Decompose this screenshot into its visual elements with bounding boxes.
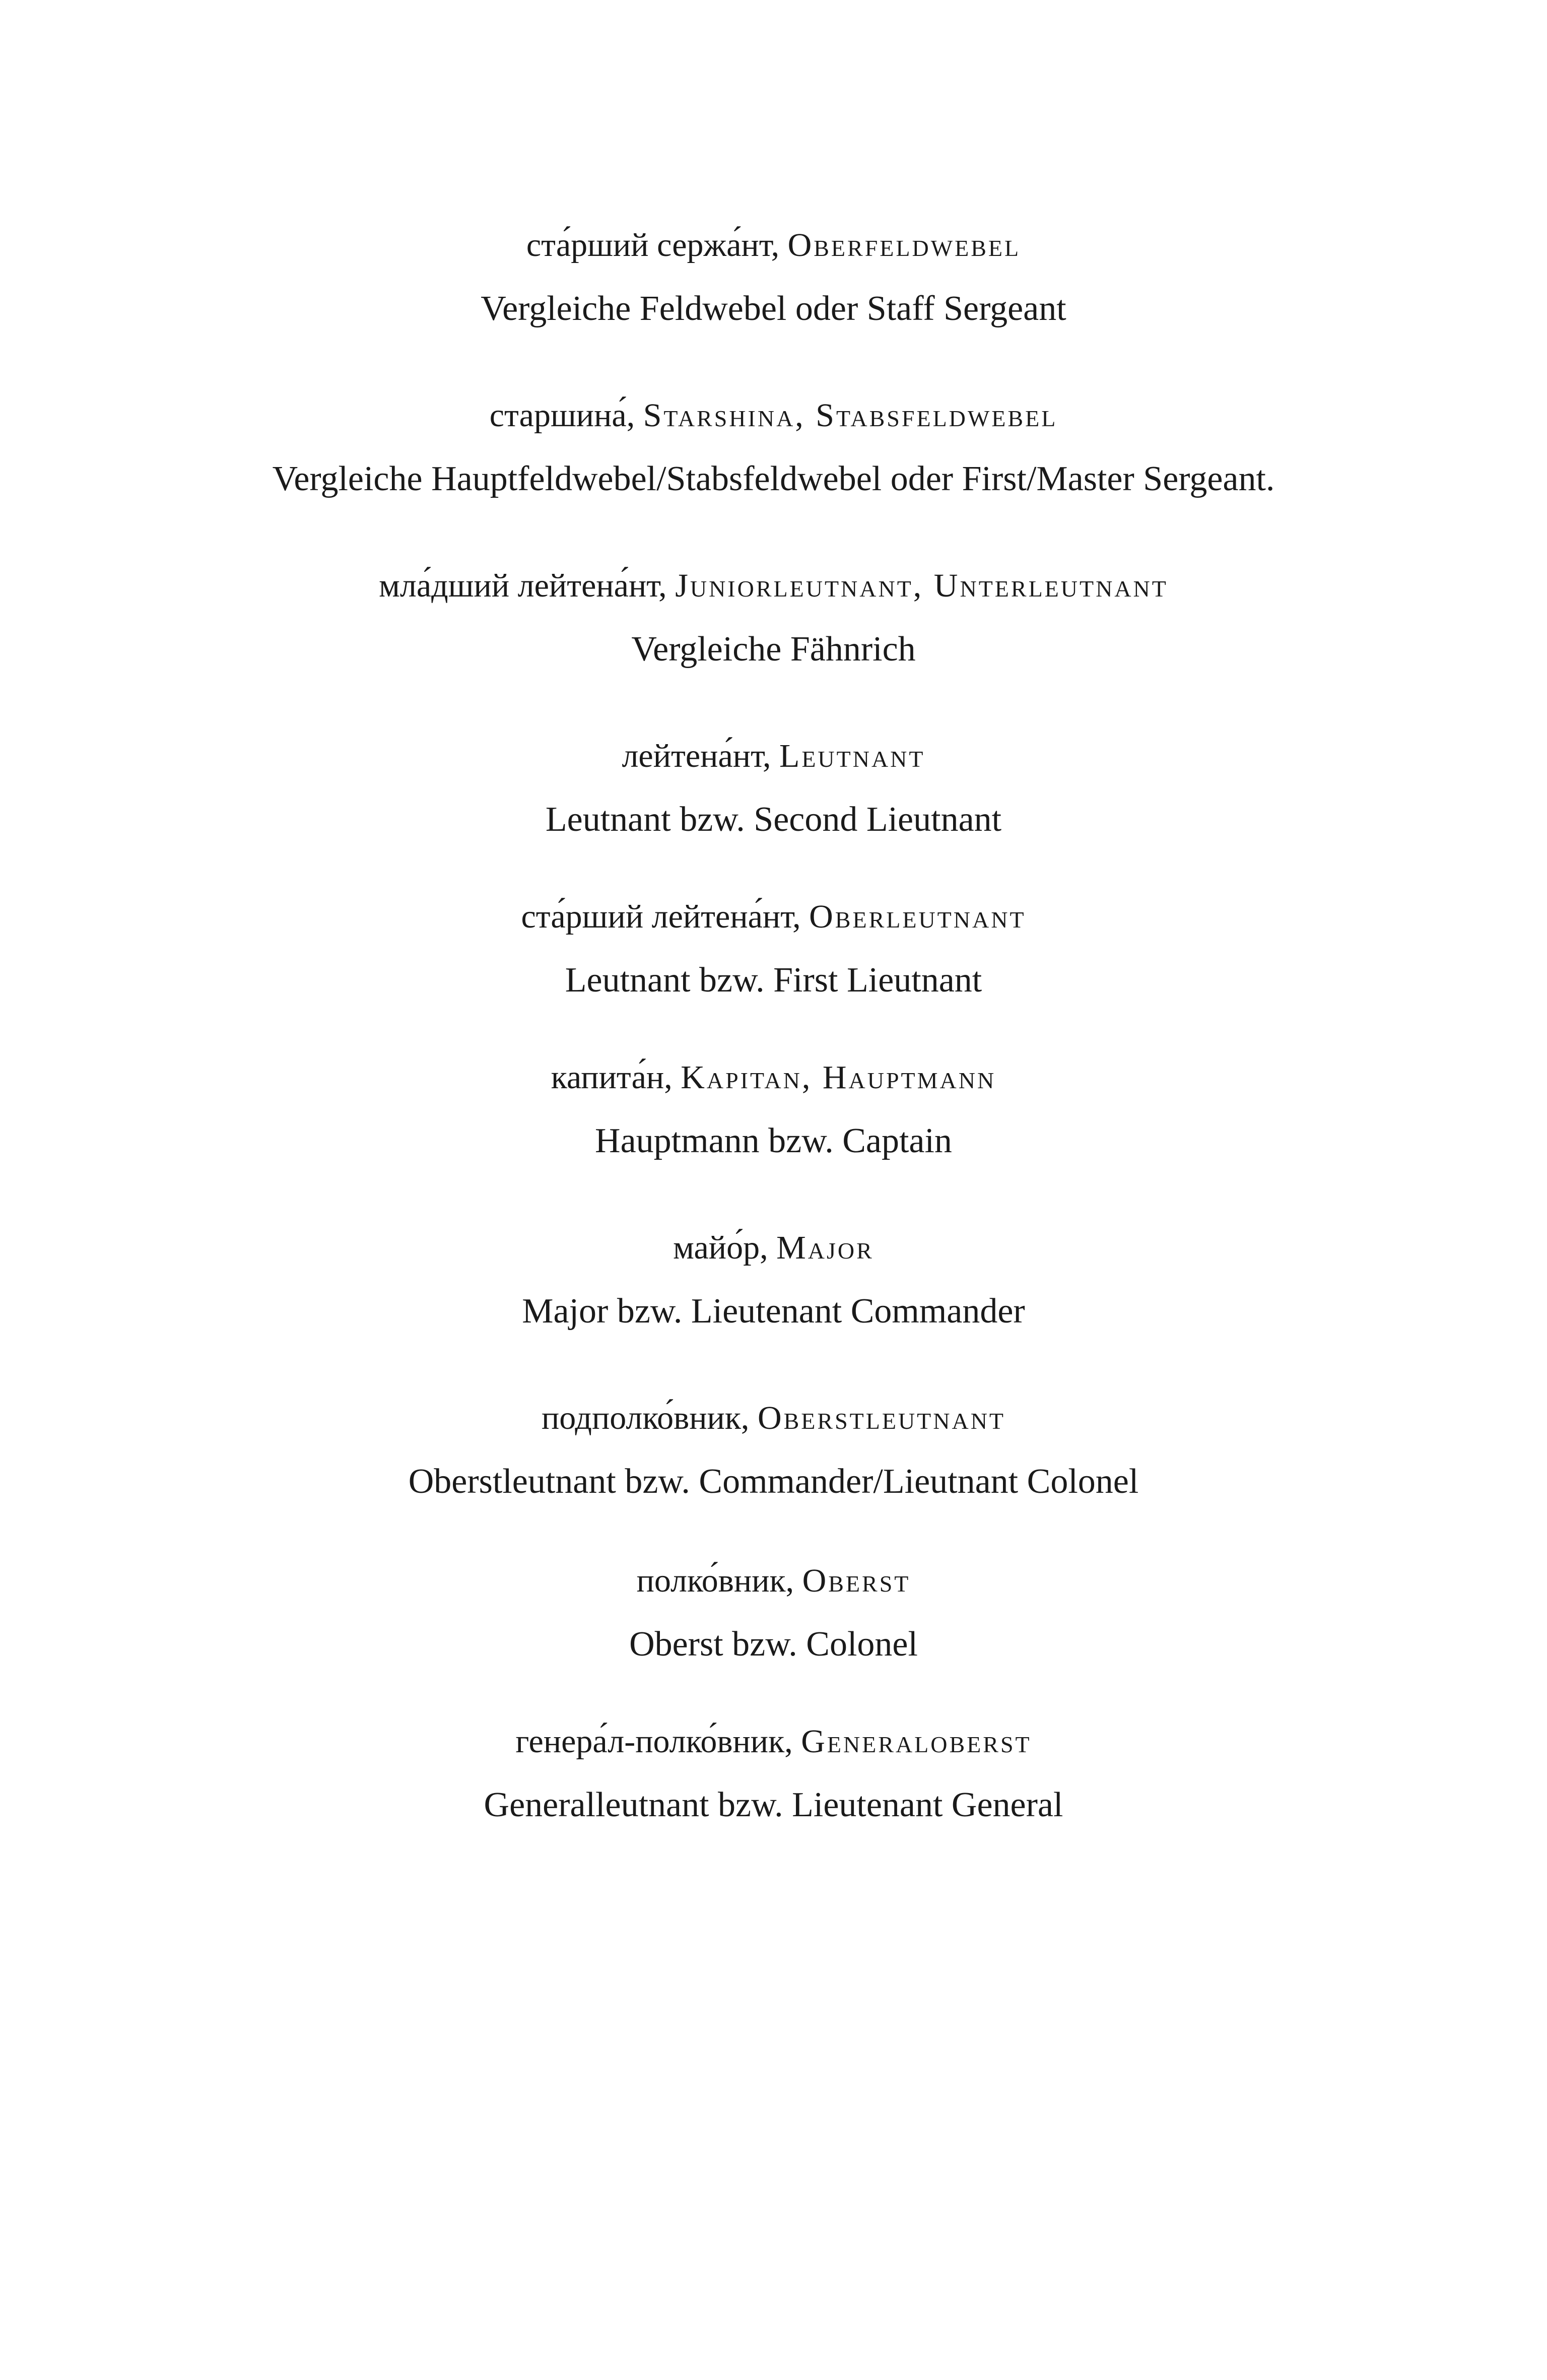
rank-heading bbox=[0, 1398, 1547, 1438]
rank-description: Major bzw. Lieutenant Commander bbox=[522, 1292, 1025, 1331]
rank-german: Starshina, Stabsfeldwebel bbox=[643, 397, 1058, 434]
rank-description: Vergleiche Feldwebel oder Staff Sergeant bbox=[481, 289, 1066, 328]
rank-german: Kapitan, Hauptmann bbox=[681, 1059, 996, 1096]
rank-russian: полко́вник, bbox=[636, 1562, 802, 1599]
rank-description: Leutnant bzw. Second Lieutnant bbox=[545, 800, 1002, 839]
rank-russian: генера́л-полко́вник, bbox=[515, 1723, 801, 1760]
rank-entry bbox=[0, 395, 1547, 500]
rank-heading bbox=[0, 395, 1547, 436]
rank-russian: майо́р, bbox=[673, 1229, 777, 1266]
rank-heading bbox=[0, 1722, 1547, 1762]
rank-entry bbox=[0, 1722, 1547, 1826]
rank-heading bbox=[0, 225, 1547, 266]
rank-entry bbox=[0, 736, 1547, 841]
rank-heading bbox=[0, 1228, 1547, 1268]
rank-german: Oberstleutnant bbox=[757, 1400, 1006, 1436]
rank-heading bbox=[0, 897, 1547, 937]
rank-description: Vergleiche Hauptfeldwebel/Stabsfeldwebel oder First/Master Sergeant. bbox=[272, 459, 1275, 498]
rank-russian: капита́н, bbox=[551, 1059, 681, 1096]
rank-russian: ста́рший сержа́нт, bbox=[526, 227, 788, 263]
rank-russian: мла́дший лейтена́нт, bbox=[379, 567, 676, 604]
rank-german: Major bbox=[776, 1229, 874, 1266]
rank-russian: ста́рший лейтена́нт, bbox=[521, 898, 810, 935]
rank-russian: лейтена́нт, bbox=[622, 738, 779, 774]
rank-entry bbox=[0, 566, 1547, 671]
rank-german: Juniorleutnant, Unterleutnant bbox=[675, 567, 1168, 604]
rank-russian: подполко́вник, bbox=[541, 1400, 758, 1436]
rank-heading bbox=[0, 736, 1547, 776]
rank-entry bbox=[0, 1228, 1547, 1333]
rank-entry bbox=[0, 897, 1547, 1002]
rank-entry bbox=[0, 225, 1547, 330]
rank-german: Oberfeldwebel bbox=[787, 227, 1021, 263]
rank-heading bbox=[0, 1057, 1547, 1098]
rank-entry bbox=[0, 1398, 1547, 1503]
rank-russian: старшина́, bbox=[489, 397, 643, 434]
rank-description: Generalleutnant bzw. Lieutenant General bbox=[484, 1786, 1063, 1824]
rank-description: Oberstleutnant bzw. Commander/Lieutnant Colonel bbox=[408, 1462, 1139, 1501]
rank-german: Generaloberst bbox=[801, 1723, 1032, 1760]
rank-description: Leutnant bzw. First Lieutnant bbox=[565, 961, 982, 1000]
rank-description: Hauptmann bzw. Captain bbox=[595, 1121, 952, 1160]
rank-heading bbox=[0, 566, 1547, 606]
rank-german: Leutnant bbox=[779, 738, 925, 774]
rank-heading bbox=[0, 1561, 1547, 1601]
rank-entry bbox=[0, 1561, 1547, 1666]
rank-german: Oberst bbox=[802, 1562, 911, 1599]
rank-german: Oberleutnant bbox=[809, 898, 1026, 935]
rank-description: Oberst bzw. Colonel bbox=[629, 1625, 918, 1664]
rank-description: Vergleiche Fähnrich bbox=[631, 630, 916, 669]
rank-entry bbox=[0, 1057, 1547, 1162]
